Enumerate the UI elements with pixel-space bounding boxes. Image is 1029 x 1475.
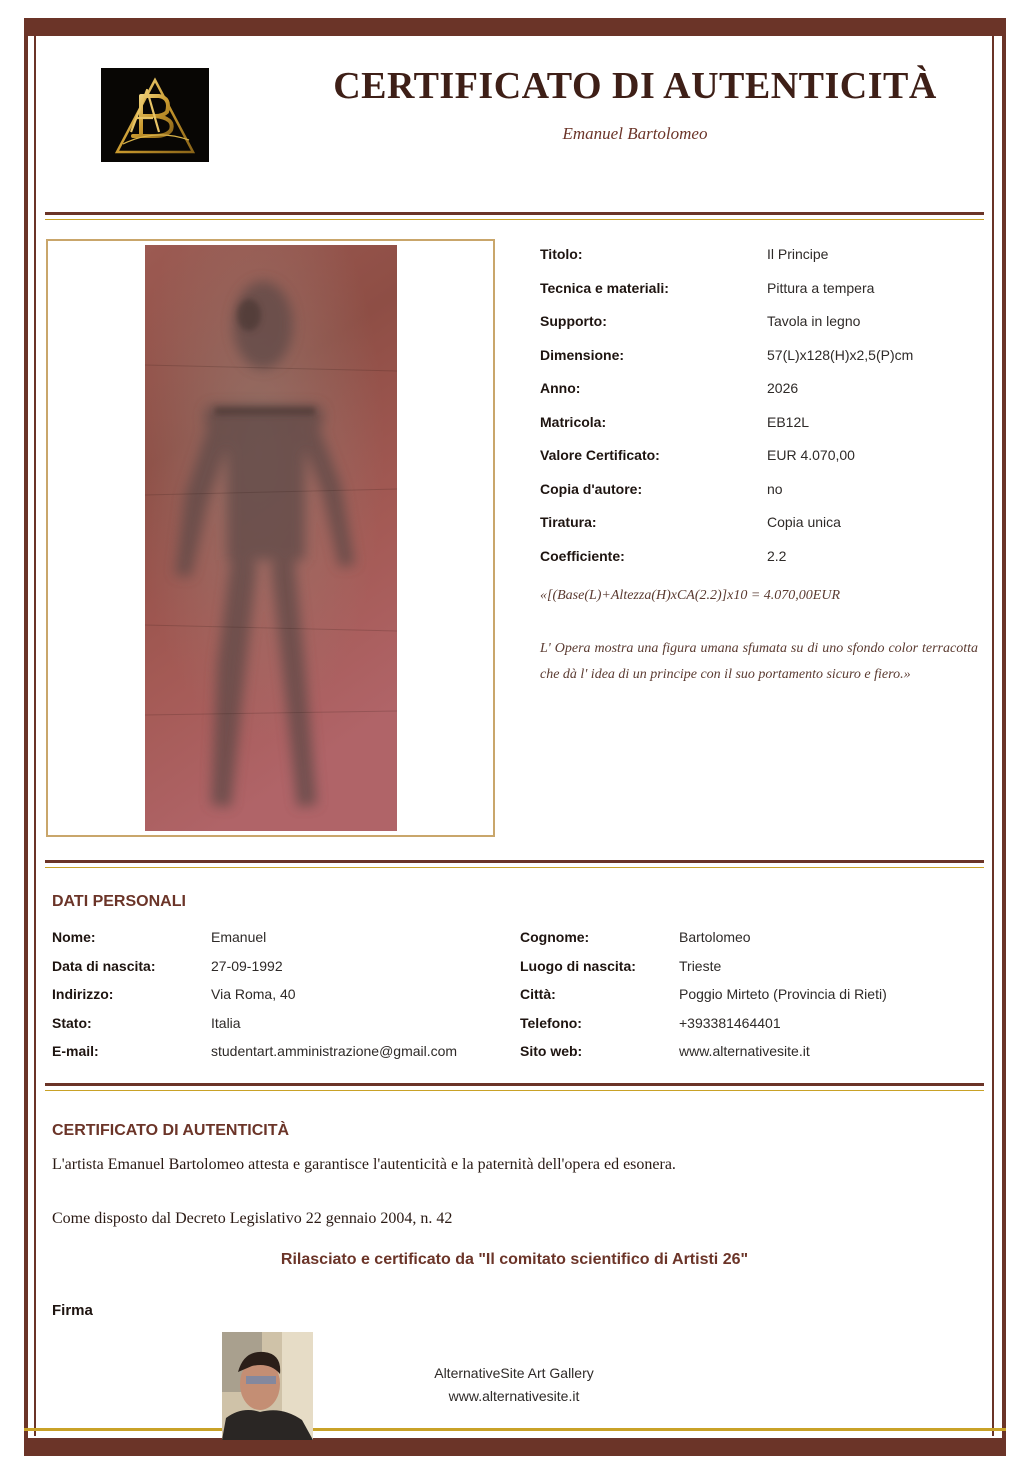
detail-label: Tecnica e materiali:: [540, 279, 669, 296]
detail-value: Tavola in legno: [767, 313, 861, 329]
detail-label: Valore Certificato:: [540, 447, 660, 463]
personal-label: Sito web:: [520, 1043, 583, 1059]
detail-value: EB12L: [767, 413, 810, 430]
detail-row: [540, 481, 980, 515]
personal-label: Telefono:: [520, 1014, 582, 1031]
personal-value: Via Roma, 40: [211, 986, 296, 1002]
detail-label: Dimensione:: [540, 346, 625, 363]
detail-row: [540, 414, 980, 448]
detail-label: Titolo:: [540, 246, 583, 262]
detail-row: [540, 347, 980, 381]
detail-value: no: [767, 480, 783, 497]
personal-row: [52, 986, 492, 1015]
gallery-website-link[interactable]: www.alternativesite.it: [448, 1388, 580, 1404]
detail-value: 2.2: [767, 547, 787, 564]
detail-row: [540, 548, 980, 582]
detail-label: Tiratura:: [540, 514, 597, 530]
detail-row: [540, 514, 980, 548]
detail-row: [540, 246, 980, 280]
frame-gold-line: [24, 1428, 1006, 1431]
detail-row: [540, 380, 980, 414]
personal-value[interactable]: studentart.amministrazione@gmail.com: [211, 1043, 458, 1059]
detail-row: [540, 280, 980, 314]
personal-label: Nome:: [52, 929, 96, 945]
personal-value: Trieste: [679, 957, 722, 974]
detail-value: Copia unica: [767, 514, 841, 530]
personal-row: [52, 1043, 492, 1072]
detail-value: Pittura a tempera: [767, 279, 875, 296]
frame-right-border: [1002, 18, 1006, 1456]
frame-top-border: [24, 18, 1006, 36]
value-formula: «[(Base(L)+Altezza(H)xCA(2.2)]x10 = 4.070,00EUR: [540, 588, 841, 603]
personal-label: E-mail:: [52, 1043, 99, 1059]
detail-label: Copia d'autore:: [540, 480, 643, 497]
personal-row: [52, 958, 492, 987]
detail-label: Supporto:: [540, 313, 607, 329]
alternativesite-logo: [101, 68, 209, 162]
certificate-statement: L'artista Emanuel Bartolomeo attesta e garantisce l'autenticità e la paternità dell'opera ed esonera.: [52, 1156, 676, 1173]
divider-header: [45, 212, 984, 222]
artwork-details: [540, 246, 980, 581]
personal-data-heading: DATI PERSONALI: [52, 893, 186, 910]
issued-by: Rilasciato e certificato da "Il comitato scientifico di Artisti 26": [280, 1251, 749, 1268]
personal-label: Data di nascita:: [52, 957, 156, 974]
personal-value: Emanuel: [211, 929, 267, 945]
personal-label: Indirizzo:: [52, 986, 114, 1002]
personal-row: [52, 929, 492, 958]
personal-label: Città:: [520, 986, 556, 1002]
personal-label: Cognome:: [520, 929, 590, 945]
frame-left-border: [24, 18, 28, 1456]
personal-value[interactable]: www.alternativesite.it: [679, 1043, 810, 1059]
detail-label: Anno:: [540, 380, 581, 396]
gallery-info: [340, 1362, 688, 1408]
personal-row: [520, 929, 980, 958]
personal-data-right: [520, 929, 980, 1072]
personal-row: [520, 986, 980, 1015]
gallery-name: AlternativeSite Art Gallery: [434, 1365, 594, 1381]
personal-value: Poggio Mirteto (Provincia di Rieti): [679, 986, 887, 1002]
detail-value: EUR 4.070,00: [767, 447, 855, 463]
divider-artwork: [45, 860, 984, 870]
artwork-description: L' Opera mostra una figura umana sfumata su di uno sfondo color terracotta che dà l' idea di un principe con il suo portamento sicuro e fiero.»: [540, 641, 978, 682]
signature-label: Firma: [52, 1302, 93, 1319]
detail-value: 2026: [767, 380, 799, 396]
divider-personal: [45, 1083, 984, 1093]
artwork-painting-image: [145, 245, 397, 831]
detail-label: Coefficiente:: [540, 547, 625, 564]
personal-value: 27-09-1992: [211, 957, 283, 974]
detail-label: Matricola:: [540, 413, 607, 430]
personal-row: [520, 1043, 980, 1072]
personal-value: Bartolomeo: [679, 929, 751, 945]
personal-label: Stato:: [52, 1014, 92, 1031]
personal-row: [520, 1015, 980, 1044]
page-title: CERTIFICATO DI AUTENTICITÀ: [333, 65, 937, 107]
personal-label: Luogo di nascita:: [520, 957, 636, 974]
detail-row: [540, 447, 980, 481]
frame-bottom-border: [24, 1438, 1006, 1456]
detail-row: [540, 313, 980, 347]
artist-photo: [222, 1332, 313, 1440]
legal-reference: Come disposto dal Decreto Legislativo 22 gennaio 2004, n. 42: [52, 1210, 453, 1227]
certificate-heading: CERTIFICATO DI AUTENTICITÀ: [52, 1122, 290, 1139]
personal-data-left: [52, 929, 492, 1072]
detail-value: Il Principe: [767, 246, 829, 262]
frame-right-inner-line: [992, 36, 994, 1436]
personal-value: +393381464401: [679, 1014, 781, 1031]
frame-left-inner-line: [34, 36, 36, 1436]
artist-name: Emanuel Bartolomeo: [562, 124, 708, 143]
personal-value: Italia: [211, 1014, 241, 1031]
personal-row: [520, 958, 980, 987]
detail-value: 57(L)x128(H)x2,5(P)cm: [767, 346, 914, 363]
personal-row: [52, 1015, 492, 1044]
